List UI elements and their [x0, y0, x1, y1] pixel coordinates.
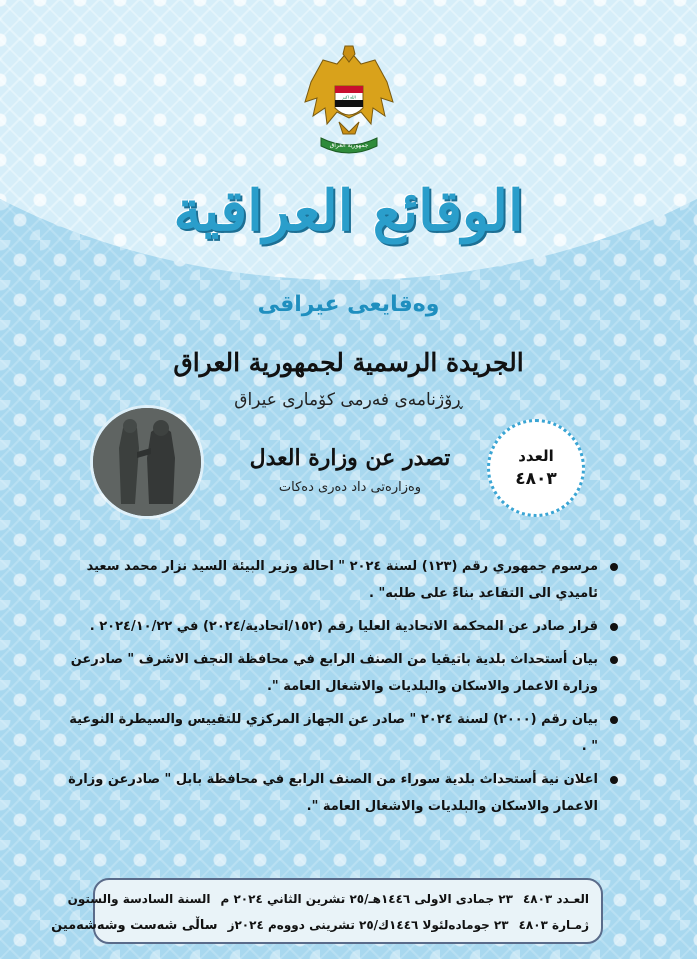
svg-text:الله اكبر: الله اكبر — [342, 94, 356, 100]
issue-number: ٤٨٠٣ — [515, 469, 557, 489]
footer-year-ku: ساڵی شەست وشەشەمین — [51, 917, 218, 933]
footer-year-ar: السنة السادسة والستون — [67, 892, 211, 906]
footer-row-kurdish — [51, 912, 589, 938]
list-item — [60, 706, 620, 760]
bullet-icon — [610, 656, 618, 664]
contents-list — [60, 553, 620, 826]
list-item-text: مرسوم جمهوري رقم (١٢٣) لسنة ٢٠٢٤ " احالة وزير البيئة السيد نزار محمد سعيد ئاميدي الى التقاعد بناءً على طلبه" . — [86, 559, 598, 601]
bullet-icon — [610, 623, 618, 631]
footer-issue-ku: ژمـارة ٤٨٠٣ — [518, 918, 589, 932]
issue-badge — [487, 419, 585, 517]
footer-issue-ar: العـدد ٤٨٠٣ — [522, 892, 589, 906]
issue-label: العدد — [518, 447, 554, 465]
main-title: الوقائع العراقية — [173, 178, 524, 244]
list-item-text: قرار صادر عن المحكمة الاتحادية العليا رقم (١٥٢/اتحادية/٢٠٢٤) في ٢٠٢٤/١٠/٢٢ . — [89, 619, 598, 634]
bullet-icon — [610, 563, 618, 571]
publisher-title: تصدر عن وزارة العدل — [249, 445, 451, 471]
list-item-text: بيان رقم (٢٠٠٠) لسنة ٢٠٢٤ " صادر عن الجهاز المركزي للتقييس والسيطرة النوعية " . — [69, 712, 598, 754]
gazette-title: الجريدة الرسمية لجمهورية العراق — [173, 348, 524, 377]
kurdish-title: وەقایعی عیراقی — [257, 292, 440, 317]
coat-of-arms-emblem — [303, 42, 395, 160]
bullet-icon — [610, 776, 618, 784]
list-item-text: اعلان نية أستحداث بلدية سوراء من الصنف الرابع في محافظة بابل " صادرعن وزارة الاعمار والاسكان والبلديات والاشغال العامة ". — [68, 772, 598, 814]
footer-row-arabic — [67, 886, 589, 912]
list-item — [60, 613, 620, 640]
issue-footer — [51, 878, 603, 944]
list-item — [60, 646, 620, 700]
list-item-text: بيان أستحداث بلدية باتيقيا من الصنف الرابع في محافظة النجف الاشرف " صادرعن وزارة الاعمار والاسكان والبلديات والاشغال العامة ". — [70, 652, 598, 694]
bullet-icon — [610, 716, 618, 724]
footer-date-ar: ٢٣ جمادى الاولى ١٤٤٦هـ/٢٥ تشرين الثاني ٢٠٢٤ م — [220, 892, 513, 906]
list-item — [60, 553, 620, 607]
footer-date-ku: ٢٣ جومادەلئولا ١٤٤٦ك/٢٥ تشرینی دووەم ٢٠٢٤ز — [227, 918, 509, 932]
publisher-subtitle: وەزارەتی داد دەری دەکات — [278, 480, 422, 495]
list-item — [60, 766, 620, 820]
gazette-subtitle: ڕۆژنامەی فەرمی کۆماری عیراق — [234, 390, 463, 410]
emblem-scroll-text: جمهورية العراق — [329, 142, 369, 149]
relief-photo — [93, 408, 201, 516]
